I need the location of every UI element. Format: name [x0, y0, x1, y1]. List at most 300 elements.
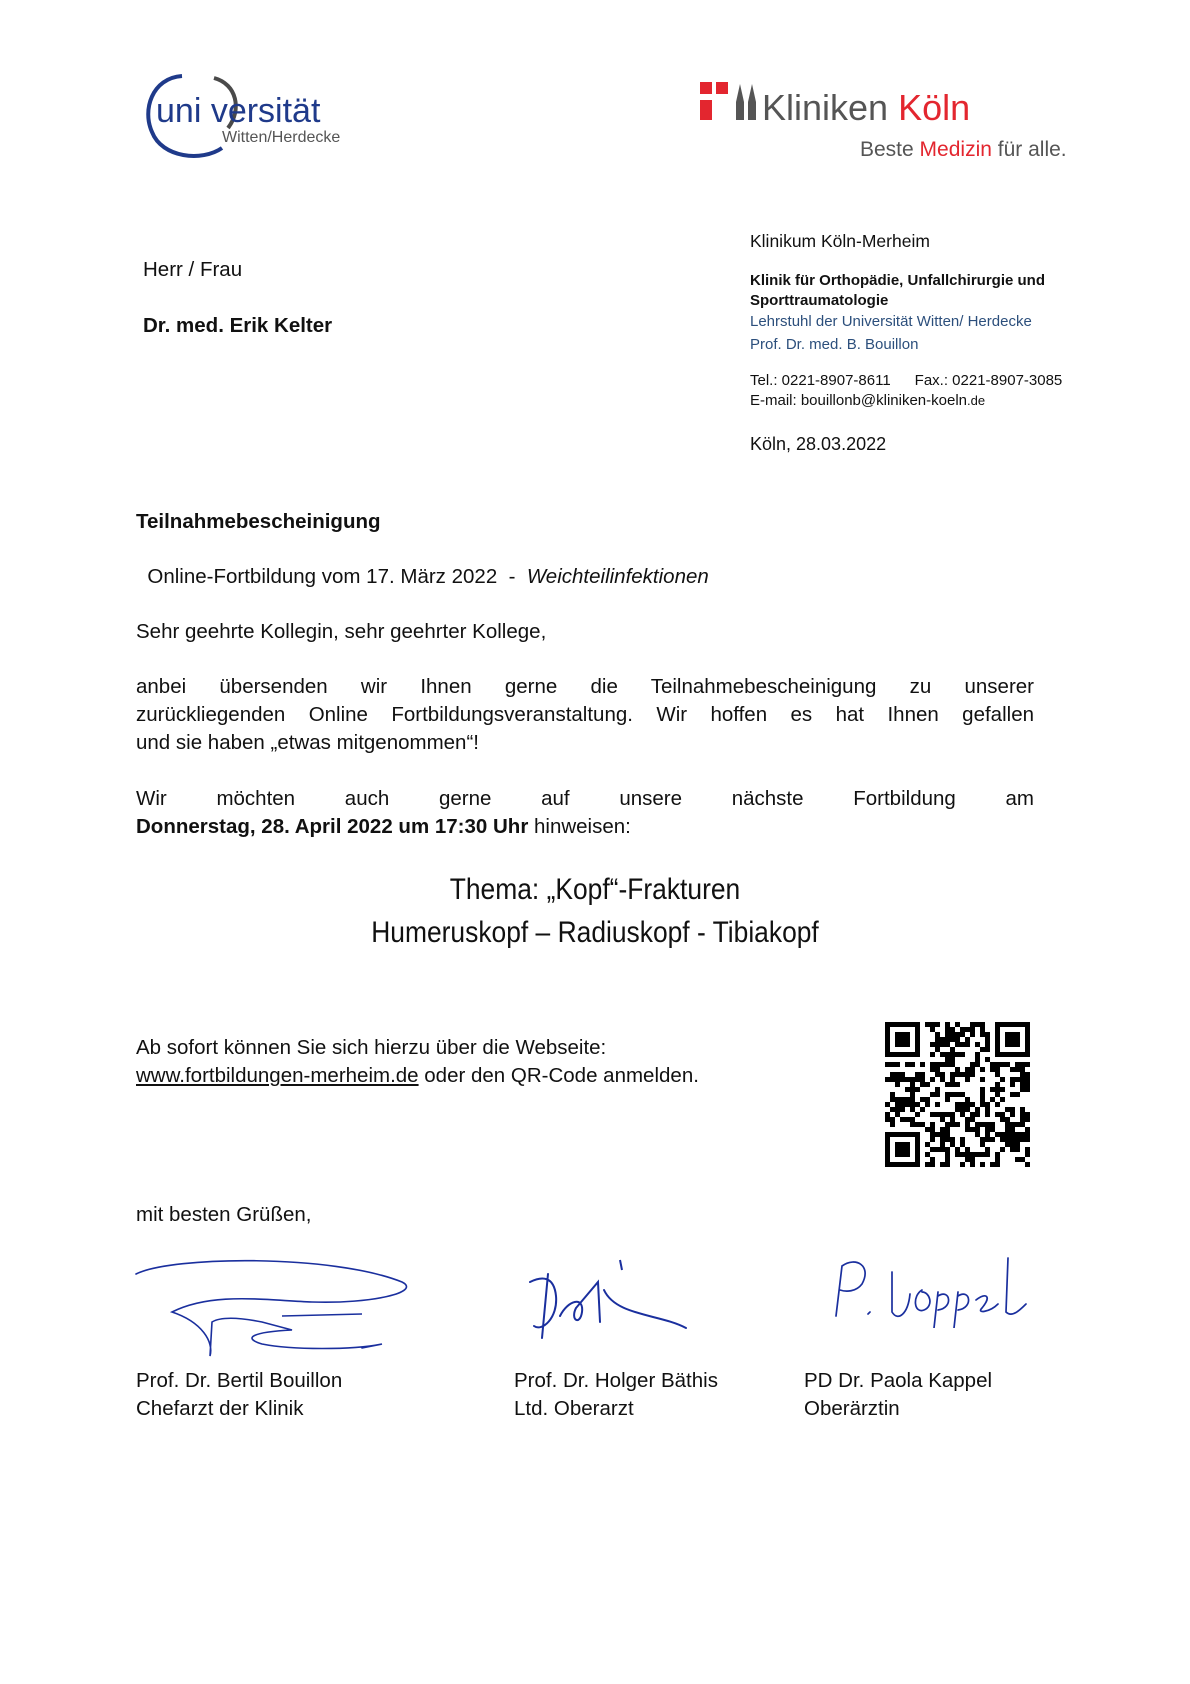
qr-module [930, 1157, 935, 1162]
qr-module [890, 1097, 895, 1102]
qr-module [1015, 1022, 1020, 1027]
qr-module [950, 1122, 955, 1127]
qr-module [1015, 1032, 1020, 1037]
qr-module [905, 1152, 910, 1157]
qr-module [900, 1032, 905, 1037]
qr-module [895, 1097, 900, 1102]
qr-module [975, 1022, 980, 1027]
paragraph-2 [136, 785, 1034, 841]
qr-module [950, 1117, 955, 1122]
qr-module [960, 1112, 965, 1117]
sender-email-row [750, 391, 985, 411]
qr-module [950, 1057, 955, 1062]
signatory-role: Chefarzt der Klinik [136, 1397, 304, 1420]
qr-module [975, 1052, 980, 1057]
qr-module [940, 1162, 945, 1167]
qr-module [910, 1077, 915, 1082]
qr-module [895, 1037, 900, 1042]
qr-module [925, 1022, 930, 1027]
sender-contact [750, 371, 1090, 391]
qr-module [955, 1072, 960, 1077]
p2-line2 [136, 813, 1034, 841]
qr-module [945, 1112, 950, 1117]
qr-module [950, 1047, 955, 1052]
qr-module [960, 1027, 965, 1032]
qr-module [990, 1122, 995, 1127]
qr-module [930, 1132, 935, 1137]
qr-module [950, 1062, 955, 1067]
signatory-2 [514, 1367, 718, 1423]
qr-module [885, 1037, 890, 1042]
signatory-1 [136, 1367, 342, 1423]
qr-module [910, 1022, 915, 1027]
qr-module [890, 1117, 895, 1122]
subject-prefix: Online-Fortbildung vom 17. März 2022 - [147, 565, 527, 588]
registration-rest: oder den QR-Code anmelden. [418, 1064, 699, 1087]
qr-module [1005, 1137, 1010, 1142]
qr-module [895, 1102, 900, 1107]
qr-module [1020, 1087, 1025, 1092]
qr-module [1015, 1042, 1020, 1047]
qr-module [955, 1042, 960, 1047]
qr-module [925, 1127, 930, 1132]
qr-module [930, 1062, 935, 1067]
qr-module [955, 1037, 960, 1042]
qr-module [995, 1047, 1000, 1052]
qr-module [895, 1082, 900, 1087]
qr-module [905, 1162, 910, 1167]
qr-module [1025, 1042, 1030, 1047]
qr-module [995, 1152, 1000, 1157]
qr-module [990, 1067, 995, 1072]
qr-module [935, 1102, 940, 1107]
kliniken-wordmark: Kliniken [762, 87, 899, 128]
qr-module [950, 1077, 955, 1082]
recipient-salutation: Herr / Frau [143, 258, 243, 281]
sender-fax: Fax.: 0221-8907-3085 [914, 372, 1063, 389]
qr-module [930, 1077, 935, 1082]
qr-module [885, 1132, 890, 1137]
qr-module [915, 1042, 920, 1047]
website-link[interactable]: www.fortbildungen-merheim.de [136, 1064, 419, 1087]
qr-module [890, 1062, 895, 1067]
qr-module [995, 1132, 1000, 1137]
qr-module [885, 1062, 890, 1067]
qr-module [1000, 1117, 1005, 1122]
qr-module [895, 1032, 900, 1037]
qr-module [930, 1127, 935, 1132]
qr-module [1005, 1022, 1010, 1027]
qr-module [995, 1067, 1000, 1072]
qr-module [935, 1032, 940, 1037]
qr-module [920, 1097, 925, 1102]
qr-module [930, 1137, 935, 1142]
uni-subtitle: Witten/Herdecke [222, 129, 341, 146]
qr-module [980, 1027, 985, 1032]
qr-module [930, 1112, 935, 1117]
qr-module [975, 1057, 980, 1062]
qr-module [1025, 1072, 1030, 1077]
p1-line1: anbei übersenden wir Ihnen gerne die Teilnahmebescheinigung zu unserer [136, 675, 1034, 698]
qr-module [885, 1157, 890, 1162]
qr-module [1005, 1117, 1010, 1122]
qr-module [925, 1162, 930, 1167]
slogan-part1: Beste [860, 138, 920, 161]
qr-module [1000, 1052, 1005, 1057]
qr-module [965, 1067, 970, 1072]
qr-module [910, 1102, 915, 1107]
thema-block [245, 868, 945, 954]
qr-module [945, 1152, 950, 1157]
qr-module [955, 1032, 960, 1037]
qr-module [900, 1142, 905, 1147]
qr-module [900, 1107, 905, 1112]
qr-module [915, 1072, 920, 1077]
qr-module [910, 1092, 915, 1097]
qr-module [900, 1037, 905, 1042]
qr-module [965, 1037, 970, 1042]
qr-module [915, 1157, 920, 1162]
qr-module [955, 1147, 960, 1152]
registration-text [136, 1034, 699, 1090]
qr-module [960, 1162, 965, 1167]
qr-module [885, 1162, 890, 1167]
qr-module [915, 1122, 920, 1127]
qr-module [960, 1092, 965, 1097]
qr-module [970, 1102, 975, 1107]
qr-module [1015, 1052, 1020, 1057]
signatory-3 [804, 1367, 992, 1423]
qr-module [895, 1147, 900, 1152]
recipient-name: Dr. med. Erik Kelter [143, 314, 333, 337]
qr-module [890, 1107, 895, 1112]
qr-module [1010, 1142, 1015, 1147]
qr-module [935, 1047, 940, 1052]
qr-module [950, 1112, 955, 1117]
qr-module [1025, 1152, 1030, 1157]
qr-module [995, 1112, 1000, 1117]
qr-module [1005, 1032, 1010, 1037]
qr-module [900, 1152, 905, 1157]
qr-module [1015, 1142, 1020, 1147]
signatory-role: Oberärztin [804, 1397, 900, 1420]
qr-module [1020, 1112, 1025, 1117]
qr-module [1010, 1137, 1015, 1142]
qr-module [895, 1132, 900, 1137]
signature-bouillon [132, 1252, 414, 1358]
qr-module [975, 1062, 980, 1067]
qr-module [1020, 1082, 1025, 1087]
qr-module [1025, 1112, 1030, 1117]
qr-module [950, 1092, 955, 1097]
qr-module [885, 1032, 890, 1037]
slogan-part3: für alle. [991, 138, 1067, 161]
qr-module [955, 1152, 960, 1157]
qr-module [940, 1037, 945, 1042]
qr-module [895, 1107, 900, 1112]
qr-module [935, 1087, 940, 1092]
qr-module [965, 1102, 970, 1107]
qr-module [915, 1032, 920, 1037]
qr-module [1010, 1077, 1015, 1082]
p2-line1: Wir möchten auch gerne auf unsere nächste Fortbildung am [136, 787, 1034, 810]
qr-module [980, 1102, 985, 1107]
qr-module [885, 1112, 890, 1117]
qr-module [1025, 1027, 1030, 1032]
qr-module [970, 1027, 975, 1032]
qr-module [1020, 1137, 1025, 1142]
qr-module [980, 1152, 985, 1157]
qr-module [1020, 1122, 1025, 1127]
qr-module [990, 1162, 995, 1167]
qr-module [995, 1022, 1000, 1027]
qr-module [915, 1112, 920, 1117]
qr-module [905, 1062, 910, 1067]
qr-module [1010, 1032, 1015, 1037]
university-logo [142, 70, 387, 170]
thema-subtitle: Humeruskopf – Radiuskopf - Tibiakopf [371, 916, 819, 949]
qr-module [920, 1077, 925, 1082]
qr-module [1015, 1092, 1020, 1097]
qr-module [905, 1102, 910, 1107]
qr-module [1010, 1127, 1015, 1132]
qr-module [965, 1027, 970, 1032]
qr-module [950, 1137, 955, 1142]
qr-module [955, 1022, 960, 1027]
qr-module [905, 1037, 910, 1042]
registration-line1: Ab sofort können Sie sich hierzu über die Webseite: [136, 1036, 607, 1059]
qr-module [945, 1137, 950, 1142]
qr-module [1015, 1067, 1020, 1072]
qr-code[interactable] [885, 1022, 1030, 1167]
qr-module [1010, 1052, 1015, 1057]
qr-module [990, 1087, 995, 1092]
qr-module [940, 1077, 945, 1082]
closing: mit besten Grüßen, [136, 1203, 312, 1226]
qr-module [980, 1162, 985, 1167]
qr-module [1025, 1137, 1030, 1142]
qr-module [960, 1152, 965, 1157]
qr-module [965, 1107, 970, 1112]
qr-module [1005, 1107, 1010, 1112]
qr-module [1020, 1107, 1025, 1112]
qr-module [1010, 1132, 1015, 1137]
qr-module [935, 1092, 940, 1097]
qr-module [915, 1162, 920, 1167]
qr-module [885, 1147, 890, 1152]
qr-module [915, 1087, 920, 1092]
qr-module [970, 1032, 975, 1037]
qr-module [915, 1047, 920, 1052]
qr-module [905, 1142, 910, 1147]
qr-module [940, 1072, 945, 1077]
qr-module [945, 1057, 950, 1062]
qr-module [915, 1132, 920, 1137]
qr-module [915, 1102, 920, 1107]
qr-module [945, 1022, 950, 1027]
qr-module [890, 1052, 895, 1057]
signatory-name: Prof. Dr. Holger Bäthis [514, 1369, 718, 1392]
qr-module [1010, 1112, 1015, 1117]
qr-module [975, 1042, 980, 1047]
qr-module [950, 1052, 955, 1057]
qr-module [895, 1052, 900, 1057]
uni-wordmark: uni versität [156, 92, 321, 130]
qr-module [1005, 1122, 1010, 1127]
qr-module [895, 1112, 900, 1117]
qr-module [945, 1027, 950, 1032]
sender-email[interactable]: bouillonb@kliniken-koeln [800, 392, 968, 409]
qr-module [985, 1112, 990, 1117]
qr-module [1005, 1062, 1010, 1067]
qr-module [1000, 1147, 1005, 1152]
qr-module [950, 1142, 955, 1147]
qr-module [910, 1062, 915, 1067]
qr-module [985, 1042, 990, 1047]
qr-module [985, 1047, 990, 1052]
qr-module [940, 1137, 945, 1142]
qr-module [945, 1127, 950, 1132]
qr-module [985, 1057, 990, 1062]
qr-module [915, 1052, 920, 1057]
qr-module [905, 1117, 910, 1122]
qr-module [900, 1072, 905, 1077]
qr-module [980, 1067, 985, 1072]
qr-module [1025, 1077, 1030, 1082]
qr-module [885, 1137, 890, 1142]
qr-module [1015, 1147, 1020, 1152]
qr-module [965, 1072, 970, 1077]
place-date: Köln, 28.03.2022 [750, 434, 887, 454]
qr-module [925, 1082, 930, 1087]
qr-module [920, 1062, 925, 1067]
qr-module [920, 1107, 925, 1112]
qr-module [890, 1092, 895, 1097]
qr-module [885, 1052, 890, 1057]
qr-module [980, 1022, 985, 1027]
qr-module [915, 1152, 920, 1157]
qr-module [970, 1062, 975, 1067]
qr-module [980, 1047, 985, 1052]
qr-module [995, 1092, 1000, 1097]
qr-module [885, 1022, 890, 1027]
qr-module [1025, 1037, 1030, 1042]
qr-module [1000, 1022, 1005, 1027]
qr-module [970, 1072, 975, 1077]
qr-module [920, 1072, 925, 1077]
qr-module [910, 1087, 915, 1092]
qr-module [1005, 1037, 1010, 1042]
qr-module [1020, 1077, 1025, 1082]
qr-module [1020, 1117, 1025, 1122]
qr-module [945, 1092, 950, 1097]
qr-module [995, 1032, 1000, 1037]
qr-module [940, 1117, 945, 1122]
qr-module [965, 1152, 970, 1157]
qr-module [890, 1132, 895, 1137]
qr-module [995, 1027, 1000, 1032]
qr-module [1010, 1082, 1015, 1087]
qr-module [945, 1062, 950, 1067]
qr-module [885, 1142, 890, 1147]
qr-module [920, 1122, 925, 1127]
koeln-wordmark: Köln [898, 87, 971, 128]
qr-module [980, 1032, 985, 1037]
qr-module [1015, 1137, 1020, 1142]
qr-module [950, 1082, 955, 1087]
kliniken-koeln-logo [700, 78, 1080, 163]
qr-module [910, 1097, 915, 1102]
qr-module [995, 1102, 1000, 1107]
qr-module [895, 1152, 900, 1157]
qr-module [890, 1077, 895, 1082]
department-line1: Klinik für Orthopädie, Unfallchirurgie und [750, 272, 1046, 289]
qr-module [945, 1122, 950, 1127]
qr-module [945, 1082, 950, 1087]
qr-module [945, 1052, 950, 1057]
signatory-name: PD Dr. Paola Kappel [804, 1369, 993, 1392]
p1-line3: und sie haben „etwas mitgenommen“! [136, 731, 479, 754]
qr-module [905, 1147, 910, 1152]
qr-module [960, 1137, 965, 1142]
qr-module [940, 1062, 945, 1067]
qr-module [960, 1142, 965, 1147]
subject-line [136, 535, 709, 591]
qr-module [925, 1152, 930, 1157]
qr-module [905, 1077, 910, 1082]
qr-module [985, 1147, 990, 1152]
qr-module [1025, 1127, 1030, 1132]
qr-module [1005, 1042, 1010, 1047]
qr-module [965, 1097, 970, 1102]
qr-module [885, 1102, 890, 1107]
qr-module [890, 1162, 895, 1167]
qr-module [910, 1132, 915, 1137]
qr-module [970, 1157, 975, 1162]
qr-module [1010, 1022, 1015, 1027]
qr-module [1000, 1132, 1005, 1137]
greeting: Sehr geehrte Kollegin, sehr geehrter Kollege, [136, 620, 547, 643]
qr-module [970, 1022, 975, 1027]
qr-module [935, 1072, 940, 1077]
qr-module [975, 1132, 980, 1137]
qr-module [1015, 1157, 1020, 1162]
qr-module [905, 1032, 910, 1037]
qr-module [960, 1042, 965, 1047]
qr-module [1000, 1077, 1005, 1082]
qr-module [900, 1102, 905, 1107]
thema-title: Thema: „Kopf“-Frakturen [449, 873, 741, 906]
signatory-role: Ltd. Oberarzt [514, 1397, 634, 1420]
qr-module [980, 1122, 985, 1127]
qr-module [985, 1107, 990, 1112]
qr-module [960, 1052, 965, 1057]
qr-module [980, 1077, 985, 1082]
qr-module [1025, 1147, 1030, 1152]
email-label: E-mail: [750, 392, 801, 409]
qr-module [1015, 1062, 1020, 1067]
sender-clinic: Klinikum Köln-Merheim [750, 231, 930, 251]
qr-module [895, 1042, 900, 1047]
qr-module [990, 1062, 995, 1067]
qr-module [985, 1127, 990, 1132]
qr-module [1015, 1037, 1020, 1042]
qr-module [895, 1162, 900, 1167]
qr-module [925, 1142, 930, 1147]
paragraph-1 [136, 673, 1034, 757]
qr-module [930, 1052, 935, 1057]
qr-module [945, 1162, 950, 1167]
